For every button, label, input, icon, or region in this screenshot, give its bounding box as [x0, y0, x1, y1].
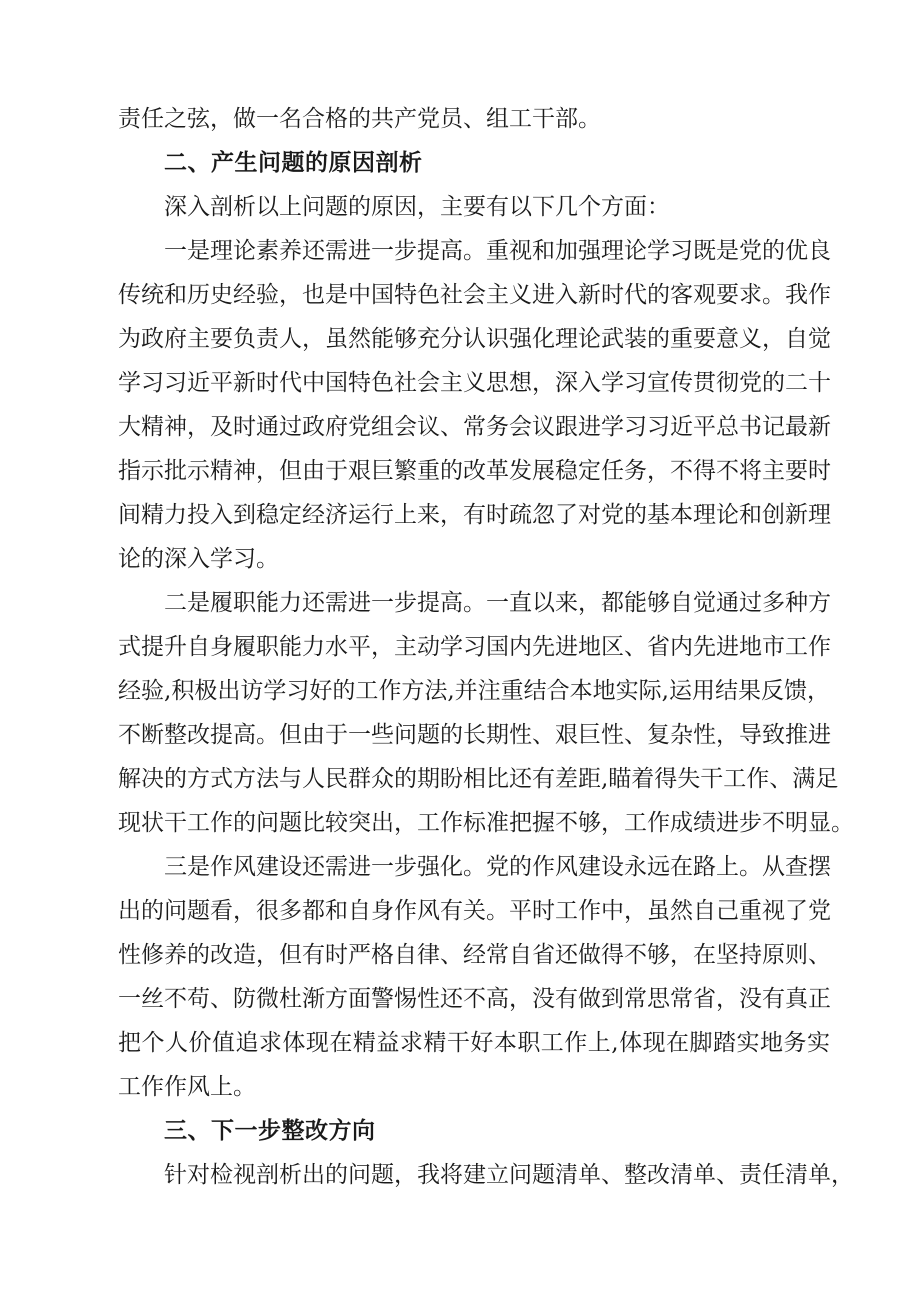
para3-line: 工作作风上。 [118, 1074, 256, 1100]
para1-line: 大精神，及时通过政府党组会议、常务会议跟进学习习近平总书记最新 [118, 414, 831, 440]
para2-line: 式提升自身履职能力水平，主动学习国内先进地区、省内先进地市工作 [118, 634, 831, 660]
intro-tail-line: 责任之弦，做一名合格的共产党员、组工干部。 [118, 106, 601, 132]
para2-line: 二是履职能力还需进一步提高。一直以来，都能够自觉通过多种方 [164, 590, 831, 616]
para1-line: 为政府主要负责人，虽然能够充分认识强化理论武装的重要意义，自觉 [118, 326, 831, 352]
section-2-heading: 二、产生问题的原因剖析 [164, 150, 423, 176]
para1-line: 学习习近平新时代中国特色社会主义思想，深入学习宣传贯彻党的二十 [118, 370, 831, 396]
para1-line: 间精力投入到稳定经济运行上来，有时疏忽了对党的基本理论和创新理 [118, 502, 831, 528]
section-2-lead: 深入剖析以上问题的原因，主要有以下几个方面： [164, 194, 670, 220]
para1-line: 指示批示精神，但由于艰巨繁重的改革发展稳定任务，不得不将主要时 [118, 458, 831, 484]
para3-line: 把个人价值追求体现在精益求精干好本职工作上,体现在脚踏实地务实 [118, 1030, 830, 1056]
para3-line: 出的问题看，很多都和自身作风有关。平时工作中，虽然自己重视了党 [118, 898, 831, 924]
para2-line: 不断整改提高。但由于一些问题的长期性、艰巨性、复杂性，导致推进 [118, 722, 831, 748]
para2-line: 解决的方式方法与人民群众的期盼相比还有差距,瞄着得失干工作、满足 [118, 766, 839, 792]
para3-line: 三是作风建设还需进一步强化。党的作风建设永远在路上。从查摆 [164, 854, 831, 880]
para1-line: 传统和历史经验，也是中国特色社会主义进入新时代的客观要求。我作 [118, 282, 831, 308]
para2-line: 现状干工作的问题比较突出，工作标准把握不够，工作成绩进步不明显。 [118, 810, 854, 836]
para1-line: 一是理论素养还需进一步提高。重视和加强理论学习既是党的优良 [164, 238, 831, 264]
para3-line: 一丝不苟、防微杜渐方面警惕性还不高，没有做到常思常省，没有真正 [118, 986, 831, 1012]
section-3-heading: 三、下一步整改方向 [164, 1118, 376, 1144]
para1-line: 论的深入学习。 [118, 546, 279, 572]
para2-line: 经验,积极出访学习好的工作方法,并注重结合本地实际,运用结果反馈， [118, 678, 830, 704]
para3-line: 性修养的改造，但有时严格自律、经常自省还做得不够，在坚持原则、 [118, 942, 831, 968]
section-3-lead: 针对检视剖析出的问题，我将建立问题清单、整改清单、责任清单， [164, 1162, 854, 1188]
